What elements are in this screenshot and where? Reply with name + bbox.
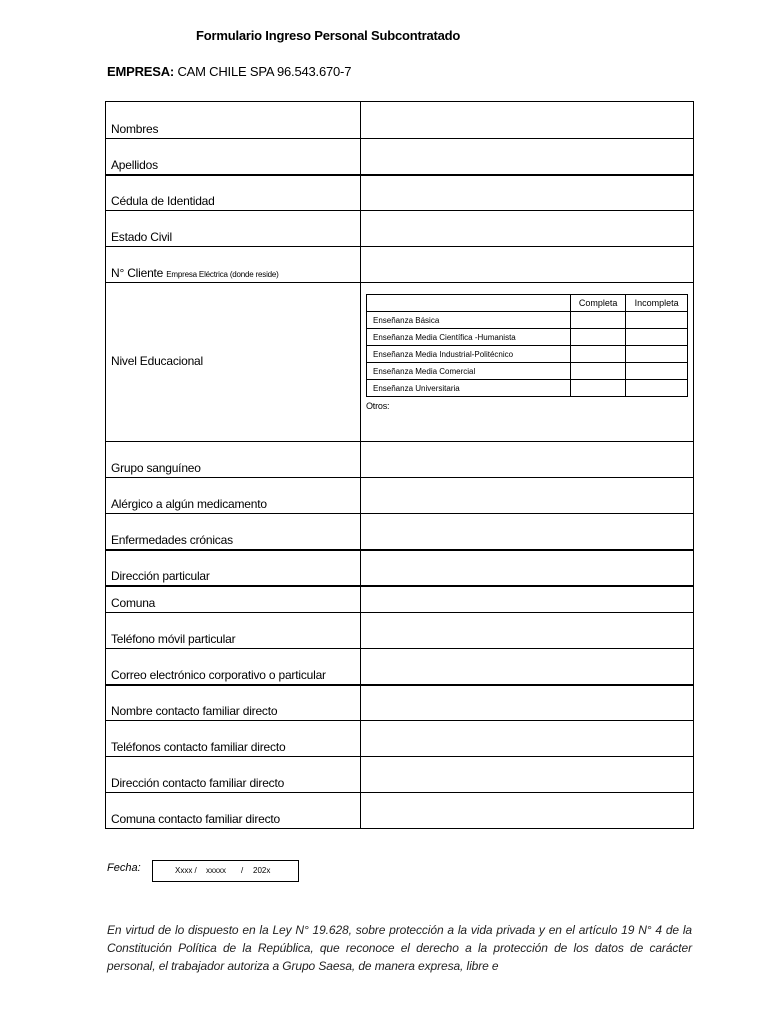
input-telefono[interactable] [361, 613, 694, 649]
input-cedula[interactable] [361, 175, 694, 211]
form-title: Formulario Ingreso Personal Subcontratado [196, 28, 461, 43]
education-level-label: Enseñanza Universitaria [367, 380, 571, 397]
label-nombres: Nombres [106, 102, 361, 139]
education-level-label: Enseñanza Media Comercial [367, 363, 571, 380]
empresa-line [107, 64, 351, 79]
label-estado-civil: Estado Civil [106, 211, 361, 247]
checkbox-incompleta[interactable] [626, 312, 688, 329]
input-apellidos[interactable] [361, 139, 694, 175]
legal-paragraph: En virtud de lo dispuesto en la Ley N° 19.628, sobre protección a la vida privada y en el artículo 19 N° 4 de la Constitución Política de la República, que reconoce el derecho a la protección de los datos de carácter personal, el trabajador autoriza a Grupo Saesa, de manera expresa, libre e [107, 923, 692, 973]
education-header-incompleta: Incompleta [626, 295, 688, 312]
input-comuna[interactable] [361, 586, 694, 613]
label-contacto-comuna: Comuna contacto familiar directo [106, 793, 361, 829]
checkbox-completa[interactable] [570, 346, 625, 363]
label-cedula: Cédula de Identidad [106, 175, 361, 211]
label-nivel-educacional: Nivel Educacional [106, 283, 361, 442]
input-nombres[interactable] [361, 102, 694, 139]
label-contacto-direccion: Dirección contacto familiar directo [106, 757, 361, 793]
input-contacto-direccion[interactable] [361, 757, 694, 793]
label-direccion: Dirección particular [106, 550, 361, 586]
fecha-month: xxxxx [206, 866, 226, 875]
fecha-label: Fecha: [107, 862, 141, 874]
label-comuna: Comuna [106, 586, 361, 613]
input-alergico[interactable] [361, 478, 694, 514]
label-telefono: Teléfono móvil particular [106, 613, 361, 649]
fecha-day: Xxxx / [175, 866, 197, 875]
education-level-label: Enseñanza Media Científica -Humanista [367, 329, 571, 346]
label-contacto-nombre: Nombre contacto familiar directo [106, 685, 361, 721]
checkbox-completa[interactable] [570, 363, 625, 380]
checkbox-completa[interactable] [570, 380, 625, 397]
checkbox-incompleta[interactable] [626, 329, 688, 346]
empresa-value: CAM CHILE SPA 96.543.670-7 [177, 64, 352, 79]
checkbox-completa[interactable] [570, 312, 625, 329]
input-correo[interactable] [361, 649, 694, 685]
input-contacto-comuna[interactable] [361, 793, 694, 829]
fecha-field[interactable] [152, 860, 299, 882]
personal-data-table [105, 101, 694, 829]
label-contacto-telefonos: Teléfonos contacto familiar directo [106, 721, 361, 757]
label-correo: Correo electrónico corporativo o particular [106, 649, 361, 685]
education-cell [361, 283, 694, 442]
checkbox-incompleta[interactable] [626, 346, 688, 363]
education-header-blank [367, 295, 571, 312]
input-contacto-telefonos[interactable] [361, 721, 694, 757]
education-level-label: Enseñanza Básica [367, 312, 571, 329]
label-apellidos: Apellidos [106, 139, 361, 175]
checkbox-completa[interactable] [570, 329, 625, 346]
label-n-cliente [106, 247, 361, 283]
otros-label: Otros: [366, 401, 390, 411]
input-n-cliente[interactable] [361, 247, 694, 283]
n-cliente-note: Empresa Eléctrica (donde reside) [166, 270, 279, 279]
label-alergico: Alérgico a algún medicamento [106, 478, 361, 514]
input-direccion[interactable] [361, 550, 694, 586]
label-enfermedades: Enfermedades crónicas [106, 514, 361, 550]
label-grupo-sanguineo: Grupo sanguíneo [106, 442, 361, 478]
checkbox-incompleta[interactable] [626, 363, 688, 380]
n-cliente-text: N° Cliente [111, 266, 164, 280]
education-table [366, 294, 688, 397]
input-enfermedades[interactable] [361, 514, 694, 550]
input-estado-civil[interactable] [361, 211, 694, 247]
checkbox-incompleta[interactable] [626, 380, 688, 397]
education-level-label: Enseñanza Media Industrial-Politécnico [367, 346, 571, 363]
education-header-completa: Completa [570, 295, 625, 312]
fecha-year: 202x [253, 866, 271, 875]
input-contacto-nombre[interactable] [361, 685, 694, 721]
empresa-label: EMPRESA: [107, 64, 175, 79]
fecha-separator: / [241, 866, 244, 875]
input-grupo-sanguineo[interactable] [361, 442, 694, 478]
